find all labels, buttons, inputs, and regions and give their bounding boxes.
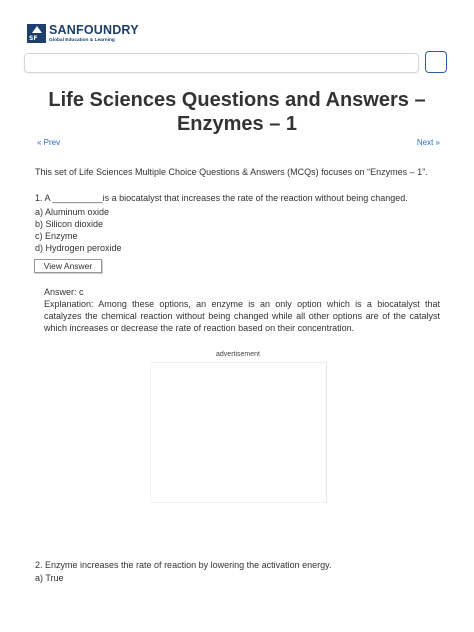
question-1-option-b: b) Silicon dioxide <box>35 219 104 229</box>
explanation-text: Explanation: Among these options, an enzyme is an only option which is a biocatalyst that catalyzes the chemical reaction without being changed while all other options are of the catalyst which increases or decrease the rate of reaction based on their concentration. <box>44 299 440 333</box>
next-link[interactable]: Next » <box>416 138 440 147</box>
advertisement-box[interactable] <box>150 362 327 503</box>
logo-icon <box>27 24 46 43</box>
question-1-option-c: c) Enzyme <box>35 231 78 241</box>
question-1-option-a: a) Aluminum oxide <box>35 207 110 217</box>
question-1-option-d: d) Hydrogen peroxide <box>35 243 122 253</box>
logo-mark-text: SF <box>29 35 38 43</box>
prev-link[interactable]: « Prev <box>37 138 61 147</box>
advertisement-label: advertisement <box>216 351 260 358</box>
question-1-text: 1. A __________is a biocatalyst that increases the rate of the reaction without being changed. <box>35 193 408 203</box>
question-2-option-a: a) True <box>35 573 64 583</box>
view-answer-button[interactable]: View Answer <box>34 259 102 273</box>
intro-text: This set of Life Sciences Multiple Choice Questions & Answers (MCQs) focuses on “Enzymes – 1”. <box>35 167 428 177</box>
brand-tagline: Global Education & Learning <box>49 37 115 43</box>
answer-text: Answer: c <box>44 287 84 297</box>
search-input[interactable] <box>24 53 419 73</box>
brand-name: SANFOUNDRY <box>49 23 139 37</box>
sanfoundry-logo[interactable] <box>27 24 139 43</box>
search-button[interactable] <box>425 51 447 73</box>
page-title: Life Sciences Questions and Answers – Enzymes – 1 <box>48 89 426 135</box>
question-2-text: 2. Enzyme increases the rate of reaction by lowering the activation energy. <box>35 560 332 570</box>
